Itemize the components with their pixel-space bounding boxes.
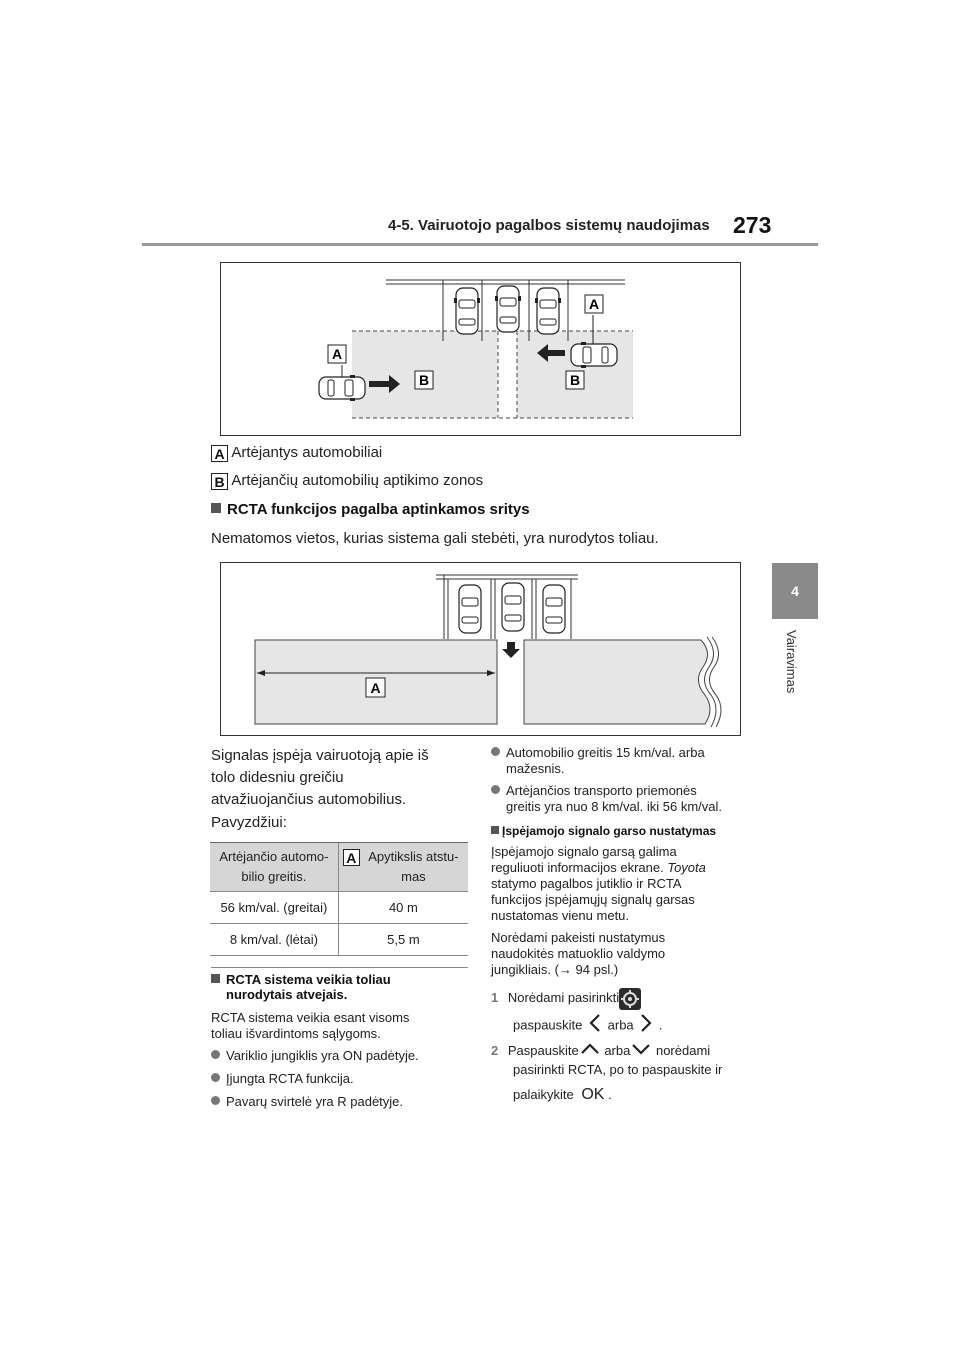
bullet-icon [491, 747, 500, 756]
gear-icon [619, 988, 641, 1010]
page-number: 273 [733, 212, 772, 238]
sound-paragraph: Įspėjamojo signalo garsą galima reguliuoti informacijos ekrane. Toyota statymo pagalbos jutiklio ir RCTA funkcijos įspėjamųjų signalų garsas nustatomas vienu metu. [491, 844, 706, 923]
section-intro: Nematomos vietos, kurias sistema gali stebėti, yra nurodytos toliau. [211, 530, 659, 547]
square-bullet-icon [491, 826, 499, 834]
chevron-left-icon [586, 1012, 604, 1040]
parked-car [543, 585, 565, 633]
table-row: 56 km/val. (greitai) 40 m [210, 892, 468, 924]
svg-text:A: A [588, 296, 600, 312]
arrow-down-icon [502, 642, 520, 658]
subsection-heading: Įspėjamojo signalo garso nustatymas [491, 824, 716, 838]
bullet-icon [211, 1073, 220, 1082]
chevron-up-icon [579, 1042, 601, 1062]
approaching-car [319, 375, 365, 401]
subsection-intro: RCTA sistema veikia esant visoms toliau išvardintoms sąlygoms. [211, 1010, 410, 1041]
condition-item: Artėjančios transporto priemonės greitis yra nuo 8 km/val. iki 56 km/val. [491, 783, 722, 815]
example-label: Pavyzdžiui: [211, 814, 287, 831]
condition-item: Įjungta RCTA funkcija. [211, 1071, 354, 1087]
divider [211, 967, 468, 968]
parked-car [454, 288, 480, 334]
condition-item: Variklio jungiklis yra ON padėtyje. [211, 1048, 419, 1064]
svg-text:A: A [331, 346, 343, 362]
label-b-box [566, 371, 584, 389]
parked-car [495, 286, 521, 332]
step-2-continued: pasirinkti RCTA, po to paspauskite ir [513, 1062, 723, 1077]
label-a-box [366, 678, 385, 697]
settings-paragraph: Norėdami pakeisti nustatymus naudokitės matuoklio valdymo jungikliais. (→ 94 psl.) [491, 930, 666, 977]
step-2: 2 Paspauskite arba norėdami [491, 1041, 710, 1062]
approaching-car [571, 342, 617, 368]
chevron-down-icon [630, 1042, 652, 1062]
reversing-car [502, 583, 524, 631]
table-row: 8 km/val. (lėtai) 5,5 m [210, 924, 468, 956]
intro-paragraph: Signalas įspėja vairuotoją apie iš tolo didesniu greičiu atvažiuojančius automobilius. [211, 747, 429, 808]
legend-item-a [211, 444, 382, 462]
step-2-ok: palaikykite OK . [513, 1086, 612, 1103]
label-a-box [328, 345, 346, 363]
label-b-box [415, 371, 433, 389]
legend-letter: A [211, 445, 228, 462]
detection-zones-figure [220, 262, 741, 436]
svg-text:B: B [569, 372, 581, 388]
svg-text:A: A [370, 680, 381, 696]
rear-area-diagram [221, 563, 740, 735]
chapter-label: Vairavimas [784, 630, 799, 694]
square-bullet-icon [211, 503, 221, 513]
svg-text:B: B [418, 372, 430, 388]
subsection-heading: RCTA sistema veikia toliau nurodytais atvejais. [211, 972, 391, 1002]
bullet-icon [211, 1096, 220, 1105]
ok-button-glyph: OK [581, 1086, 605, 1103]
header-divider [142, 243, 818, 246]
parked-car [459, 585, 481, 633]
legend-letter: B [211, 473, 228, 490]
speed-distance-table [210, 842, 468, 956]
legend-item-b [211, 472, 483, 490]
condition-item: Automobilio greitis 15 km/val. arba mažesnis. [491, 745, 705, 777]
blind-area-figure [220, 562, 741, 736]
label-a-box [585, 295, 603, 313]
legend-text: Artėjančių automobilių aptikimo zonos [231, 472, 484, 489]
chapter-number: 4 [791, 583, 799, 599]
section-title: 4-5. Vairuotojo pagalbos sistemų naudojimas [388, 217, 710, 234]
legend-text: Artėjantys automobiliai [231, 444, 383, 461]
section-heading: RCTA funkcijos pagalba aptinkamos sritys [211, 501, 530, 518]
square-bullet-icon [211, 974, 220, 983]
condition-item: Pavarų svirtelė yra R padėtyje. [211, 1094, 403, 1110]
table-letter-a: A [343, 849, 360, 866]
step-1-continued: paspauskite arba . [513, 1012, 663, 1040]
bullet-icon [491, 785, 500, 794]
chevron-right-icon [637, 1012, 655, 1040]
table-header-speed: Artėjančio automo- bilio greitis. [210, 843, 338, 892]
bullet-icon [211, 1050, 220, 1059]
parked-car [535, 288, 561, 334]
step-1: 1 Norėdami pasirinkti [491, 987, 641, 1010]
parking-diagram [221, 263, 740, 435]
table-header-distance: A Apytikslis atstu- mas [338, 843, 468, 892]
